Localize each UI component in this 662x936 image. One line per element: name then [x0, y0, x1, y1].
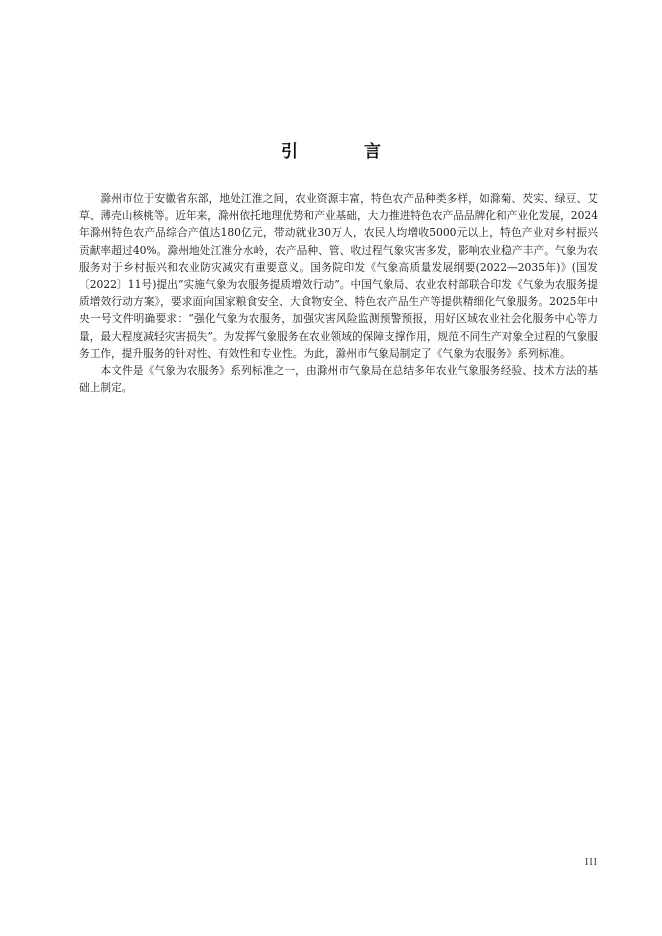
- body-text: [79, 190, 598, 396]
- paragraph: 滁州市位于安徽省东部，地处江淮之间，农业资源丰富，特色农产品种类多样，如滁菊、芡实、绿豆、艾草、薄壳山核桃等。近年来，滁州依托地理优势和产业基础，大力推进特色农产品品牌化和产业化发展，2024年滁州特色农产品综合产值达180亿元，带动就业30万人，农民人均增收5000元以上，特色产业对乡村振兴贡献率超过40%。滁州地处江淮分水岭，农产品种、管、收过程气象灾害多发，影响农业稳产丰产。气象为农服务对于乡村振兴和农业防灾减灾有重要意义。国务院印发《气象高质量发展纲要(2022—2035年)》(国发〔2022〕11号)提出“实施气象为农服务提质增效行动”。中国气象局、农业农村部联合印发《气象为农服务提质增效行动方案》，要求面向国家粮食安全、大食物安全、特色农产品生产等提供精细化气象服务。2025年中央一号文件明确要求：“强化气象为农服务，加强灾害风险监测预警预报，用好区域农业社会化服务中心等力量，最大程度减轻灾害损失”。为发挥气象服务在农业领域的保障支撑作用，规范不同生产对象全过程的气象服务工作，提升服务的针对性、有效性和专业性。为此，滁州市气象局制定了《气象为农服务》系列标准。: [79, 192, 598, 360]
- paragraph: 本文件是《气象为农服务》系列标准之一，由滁州市气象局在总结多年农业气象服务经验、技术方法的基础上制定。: [79, 364, 598, 395]
- page-number: III: [585, 857, 598, 868]
- page-title: 引 言: [281, 142, 411, 162]
